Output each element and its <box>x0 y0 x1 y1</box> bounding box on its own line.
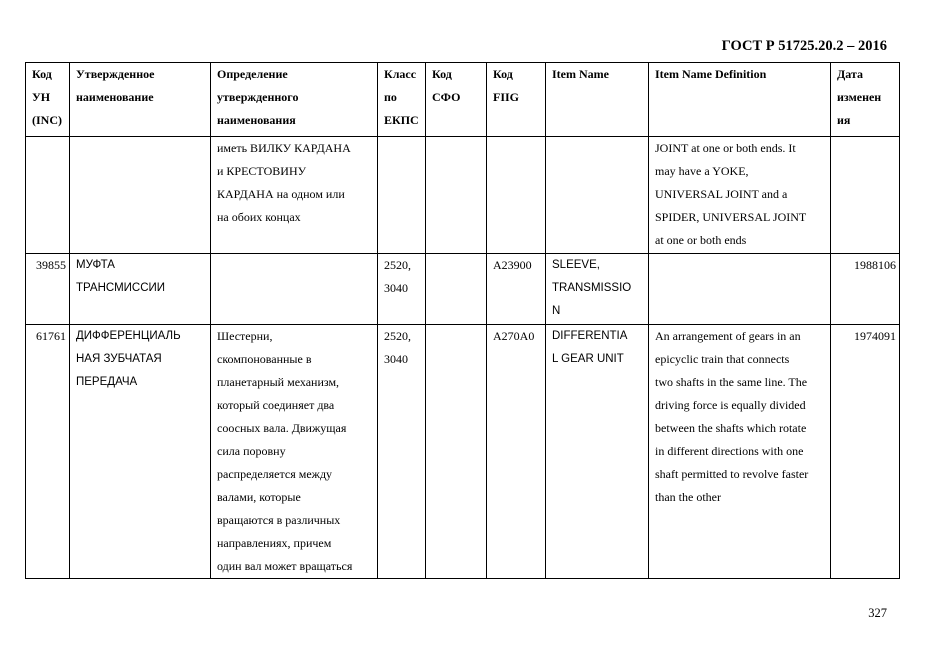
table-header-row <box>26 63 900 137</box>
column-header-fiig: Код FIIG <box>487 63 546 137</box>
column-header-inc: Код УН (INC) <box>26 63 70 137</box>
cell-fiig <box>487 137 546 254</box>
cell-fiig: A23900 <box>487 254 546 325</box>
cell-item-name <box>546 137 649 254</box>
cell-sfo <box>426 325 487 579</box>
classification-table <box>25 62 900 579</box>
cell-sfo <box>426 254 487 325</box>
column-header-sfo: Код СФО <box>426 63 487 137</box>
cell-class <box>378 137 426 254</box>
cell-definition: иметь ВИЛКУ КАРДАНА и КРЕСТОВИНУ КАРДАНА на одном или на обоих концах <box>211 137 378 254</box>
cell-item-definition: An arrangement of gears in an epicyclic train that connects two shafts in the same line. The driving force is equally divided between the shafts which rotate in different directions with one shaft permitted to revolve faster than the other <box>649 325 831 579</box>
cell-inc: 39855 <box>26 254 70 325</box>
cell-class: 2520, 3040 <box>378 254 426 325</box>
cell-approved-name <box>70 137 211 254</box>
cell-item-name: SLEEVE, TRANSMISSIO N <box>546 254 649 325</box>
cell-item-definition <box>649 254 831 325</box>
column-header-item-definition: Item Name Definition <box>649 63 831 137</box>
document-standard-header: ГОСТ Р 51725.20.2 – 2016 <box>721 38 887 54</box>
column-header-class: Класс по ЕКПС <box>378 63 426 137</box>
cell-change-date: 1974091 <box>831 325 900 579</box>
cell-fiig: A270A0 <box>487 325 546 579</box>
column-header-change-date: Дата изменен ия <box>831 63 900 137</box>
cell-item-definition: JOINT at one or both ends. It may have a YOKE, UNIVERSAL JOINT and a SPIDER, UNIVERSAL JOINT at one or both ends <box>649 137 831 254</box>
cell-definition <box>211 254 378 325</box>
cell-change-date: 1988106 <box>831 254 900 325</box>
cell-inc: 61761 <box>26 325 70 579</box>
cell-approved-name: ДИФФЕРЕНЦИАЛЬ НАЯ ЗУБЧАТАЯ ПЕРЕДАЧА <box>70 325 211 579</box>
cell-change-date <box>831 137 900 254</box>
column-header-approved-name: Утвержденное наименование <box>70 63 211 137</box>
cell-sfo <box>426 137 487 254</box>
table-row <box>26 254 900 325</box>
column-header-definition: Определение утвержденного наименования <box>211 63 378 137</box>
cell-definition: Шестерни, скомпонованные в планетарный механизм, который соединяет два соосных вала. Движущая сила поровну распределяется между валами, которые вращаются в различных направлениях, причем один вал может вращаться <box>211 325 378 579</box>
cell-class: 2520, 3040 <box>378 325 426 579</box>
cell-item-name: DIFFERENTIA L GEAR UNIT <box>546 325 649 579</box>
table-row <box>26 325 900 579</box>
column-header-item-name: Item Name <box>546 63 649 137</box>
cell-inc <box>26 137 70 254</box>
cell-approved-name: МУФТА ТРАНСМИССИИ <box>70 254 211 325</box>
table-row <box>26 137 900 254</box>
page-number: 327 <box>868 606 887 620</box>
